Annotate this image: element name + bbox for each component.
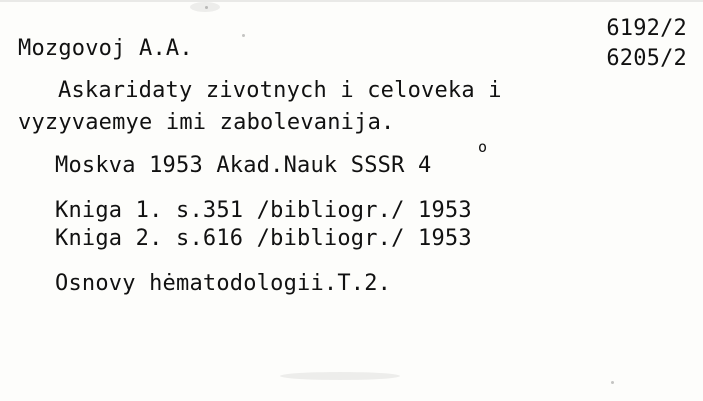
shelf-mark-2: 6205/2 xyxy=(606,46,687,71)
card-top-edge xyxy=(0,0,703,2)
title-line-2: vyzyvaemye imi zabolevanija. xyxy=(18,110,395,135)
author-name: Mozgovoj A.A. xyxy=(18,36,193,61)
ink-speck xyxy=(242,34,245,37)
format-superscript: o xyxy=(478,138,488,156)
volume-2: Kniga 2. s.616 /bibliogr./ 1953 xyxy=(55,226,472,251)
title-line-1: Askaridaty zivotnych i celoveka i xyxy=(58,78,502,103)
imprint: Moskva 1953 Akad.Nauk SSSR 4 xyxy=(55,153,432,178)
paper-smudge xyxy=(280,372,400,380)
volume-1: Kniga 1. s.351 /bibliogr./ 1953 xyxy=(55,198,472,223)
series-note: Osnovy hėmatodologii.T.2. xyxy=(55,271,392,296)
shelf-mark-1: 6192/2 xyxy=(606,16,687,41)
ink-speck xyxy=(611,381,614,384)
ink-speck xyxy=(205,6,208,9)
